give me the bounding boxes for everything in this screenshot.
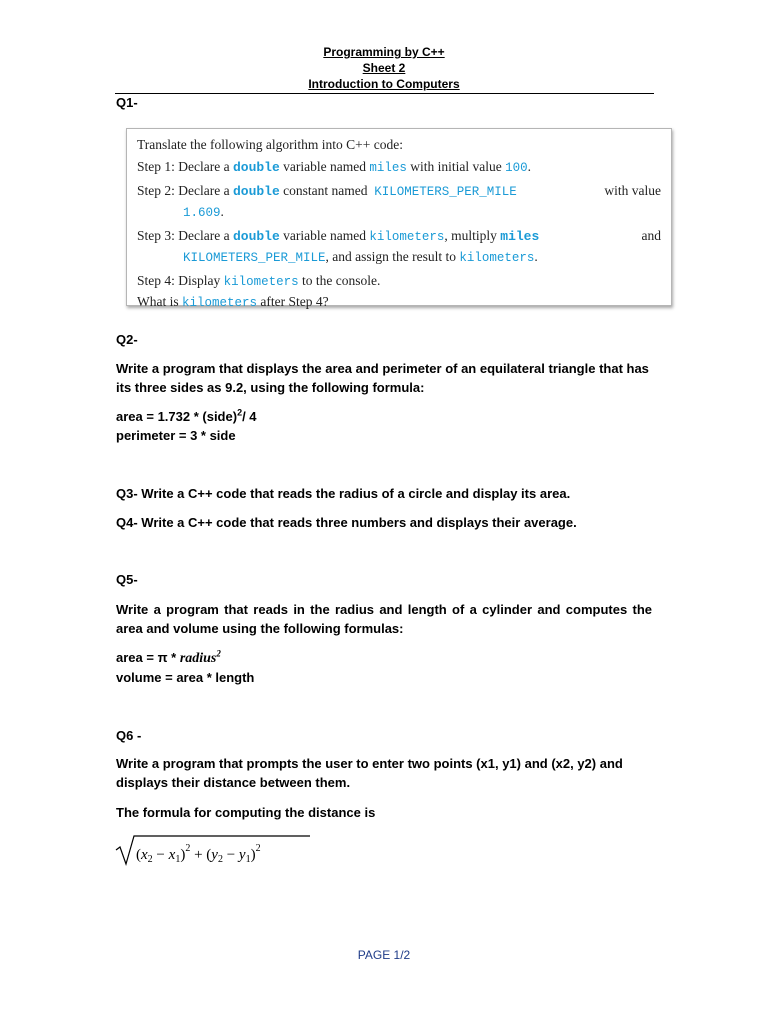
q3-text: Q3- Write a C++ code that reads the radius of a circle and display its area.: [116, 486, 571, 501]
q2-area-text: area = 1.732 * (side): [116, 409, 238, 424]
q6-text: Write a program that prompts the user to enter two points (x1, y1) and (x2, y2) and displays their distance between them.: [116, 756, 623, 790]
q1-label: Q1-: [116, 95, 138, 110]
step3-end: .: [534, 249, 538, 264]
question-end: after Step 4?: [257, 294, 329, 309]
step3-constant: KILOMETERS_PER_MILE: [183, 251, 326, 265]
q2-formulas: [116, 407, 652, 445]
q5-radius-var: radius: [179, 651, 217, 666]
step1-end: .: [527, 159, 532, 174]
q4-text: Q4- Write a C++ code that reads three numbers and displays their average.: [116, 515, 577, 530]
page-number: PAGE 1/2: [357, 948, 411, 962]
q6-label: Q6 -: [116, 728, 142, 743]
question-text: What is: [137, 294, 182, 309]
sheet-number: Sheet 2: [362, 61, 406, 75]
q2-area-suffix: / 4: [242, 409, 257, 424]
document-header: [0, 44, 768, 92]
q1-step3: [137, 226, 661, 247]
q5-area-text: area = π *: [116, 650, 180, 665]
step3-text2: variable named: [279, 228, 370, 243]
q5-volume-formula: volume = area * length: [116, 670, 255, 685]
step1-type: double: [232, 160, 280, 175]
q1-step1: [137, 157, 661, 178]
q1-step2-cont: [137, 202, 661, 223]
svg-text:(x2 − x1)2 + (y2 − y1)2: $(x_2 - x_1)^2 + (y_2 - y_1)^2$: [136, 843, 261, 865]
q5-radius-exponent: 2: [216, 648, 221, 659]
q5-area-formula: [116, 648, 652, 668]
step4-identifier: kilometers: [223, 275, 299, 289]
q1-step3-cont: [137, 247, 661, 268]
q1-intro: Translate the following algorithm into C++ code:: [137, 137, 403, 152]
distance-formula: [114, 833, 310, 867]
q2-area-exponent: 2: [237, 407, 243, 418]
q5-label: Q5-: [116, 572, 138, 587]
step1-value: 100: [505, 161, 528, 175]
question-identifier: kilometers: [182, 296, 258, 310]
q2-perimeter-formula: perimeter = 3 * side: [116, 428, 236, 443]
step1-identifier: miles: [369, 161, 407, 175]
step3-result: kilometers: [459, 251, 535, 265]
step4-end: to the console.: [298, 273, 381, 288]
step3-text: Step 3: Declare a: [137, 228, 233, 243]
step3-identifier: kilometers: [369, 230, 445, 244]
q1-question: [137, 292, 661, 313]
step2-value: 1.609: [183, 206, 221, 220]
step1-text2: variable named: [279, 159, 370, 174]
step2-identifier: KILOMETERS_PER_MILE: [374, 185, 517, 199]
q2-area-formula: [116, 407, 652, 426]
step1-text3: with initial value: [406, 159, 506, 174]
step3-miles: miles: [500, 229, 540, 244]
step2-text3: with value: [604, 183, 661, 198]
q6-formula-intro: The formula for computing the distance is: [116, 805, 376, 820]
q5-text: Write a program that reads in the radius and length of a cylinder and computes the area and volume using the following formulas:: [116, 602, 652, 636]
step3-and: and: [641, 228, 661, 243]
course-title: Programming by C++: [323, 45, 445, 59]
step3-text3: , multiply: [444, 228, 501, 243]
step3-text4: , and assign the result to: [325, 249, 460, 264]
q1-step4: [137, 271, 661, 292]
header-divider: [115, 93, 654, 94]
step2-type: double: [232, 184, 280, 199]
q2-label: Q2-: [116, 332, 138, 347]
step1-text: Step 1: Declare a: [137, 159, 233, 174]
q5-formulas: [116, 648, 652, 687]
step3-type: double: [232, 229, 280, 244]
q1-algorithm-box: [126, 128, 672, 310]
q2-text: Write a program that displays the area and perimeter of an equilateral triangle that has its three sides as 9.2, using the following formula:: [116, 361, 649, 395]
q1-step2: [137, 181, 661, 202]
sheet-topic: Introduction to Computers: [308, 77, 460, 91]
step2-text: Step 2: Declare a: [137, 183, 233, 198]
step2-end: .: [220, 204, 224, 219]
step4-text: Step 4: Display: [137, 273, 224, 288]
step2-text2: constant named: [279, 183, 371, 198]
